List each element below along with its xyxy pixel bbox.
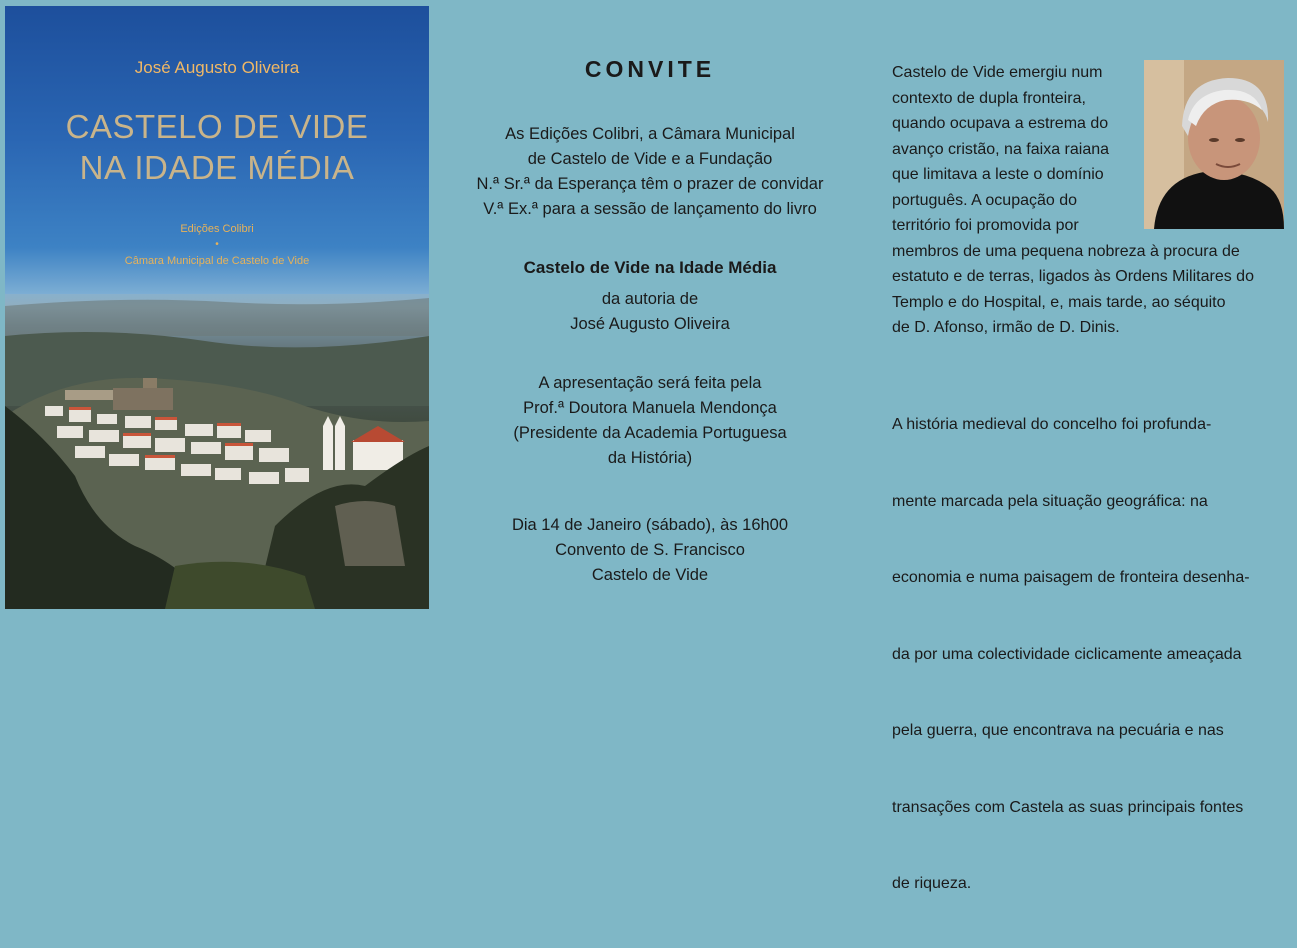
text-line: contexto de dupla fronteira,: [892, 89, 1086, 107]
text-line: de Castelo de Vide e a Fundação: [527, 150, 773, 168]
text-line: quando ocupava a estrema do: [892, 115, 1109, 132]
separator-dot: •: [215, 239, 219, 250]
cover-publishers: [5, 220, 429, 270]
text-line: V.ª Ex.ª para a sessão de lançamento do livro: [483, 200, 817, 218]
presenter-info: [440, 371, 860, 471]
text-line: da por uma colectividade ciclicamente ameaçada: [892, 645, 1242, 663]
text-line: da História): [607, 449, 693, 467]
text-line: As Edições Colibri, a Câmara Municipal: [505, 125, 795, 143]
text-line: que limitava a leste o domínio: [892, 166, 1104, 183]
cover-publisher: Edições Colibri: [180, 223, 254, 235]
cover-landscape-image: [5, 6, 429, 609]
cover-title-line: NA IDADE MÉDIA: [79, 149, 355, 186]
event-venue: Convento de S. Francisco: [555, 541, 745, 559]
text-line: de riqueza.: [892, 875, 972, 892]
text-line: Castelo de Vide emergiu num: [892, 64, 1103, 81]
text-line: território foi promovida por: [892, 217, 1079, 234]
text-line: A apresentação será feita pela: [538, 374, 762, 392]
text-line: mente marcada pela situação geográfica: na: [892, 492, 1208, 510]
text-line: membros de uma pequena nobreza à procura de: [892, 242, 1240, 260]
cover-publisher: Câmara Municipal de Castelo de Vide: [124, 255, 310, 267]
text-line: avanço cristão, na faixa raiana: [892, 140, 1110, 158]
text-line: estatuto e de terras, ligados às Ordens Militares do: [892, 268, 1254, 285]
event-date: Dia 14 de Janeiro (sábado), às 16h00: [511, 516, 789, 534]
invitation-intro: [440, 122, 860, 222]
text-line: economia e numa paisagem de fronteira desenha-: [892, 569, 1250, 586]
cover-title-line: CASTELO DE VIDE: [65, 108, 369, 145]
synopsis-paragraph: [892, 60, 1288, 341]
synopsis-paragraph: [892, 361, 1282, 948]
text-line: José Augusto Oliveira: [570, 315, 730, 333]
text-line: N.ª Sr.ª da Esperança têm o prazer de convidar: [476, 175, 824, 193]
text-line: Prof.ª Doutora Manuela Mendonça: [523, 399, 777, 417]
invitation-heading: CONVITE: [584, 56, 716, 82]
cover-title: [5, 106, 429, 188]
text-line: da autoria de: [601, 290, 699, 308]
text-line: transações com Castela as suas principais fontes: [892, 798, 1244, 816]
event-details: [440, 513, 860, 588]
text-line: português. A ocupação do: [892, 191, 1078, 209]
book-title: Castelo de Vide na Idade Média: [523, 258, 777, 277]
text-line: de D. Afonso, irmão de D. Dinis.: [892, 319, 1120, 336]
text-line: Templo e do Hospital, e, mais tarde, ao séquito: [892, 293, 1226, 311]
text-line: pela guerra, que encontrava na pecuária e nas: [892, 722, 1224, 739]
text-line: A história medieval do concelho foi profunda-: [892, 416, 1212, 433]
book-cover: [5, 6, 429, 609]
text-line: (Presidente da Academia Portuguesa: [513, 424, 787, 442]
book-author: [440, 287, 860, 337]
cover-author: José Augusto Oliveira: [134, 58, 300, 77]
event-location: Castelo de Vide: [591, 566, 709, 584]
